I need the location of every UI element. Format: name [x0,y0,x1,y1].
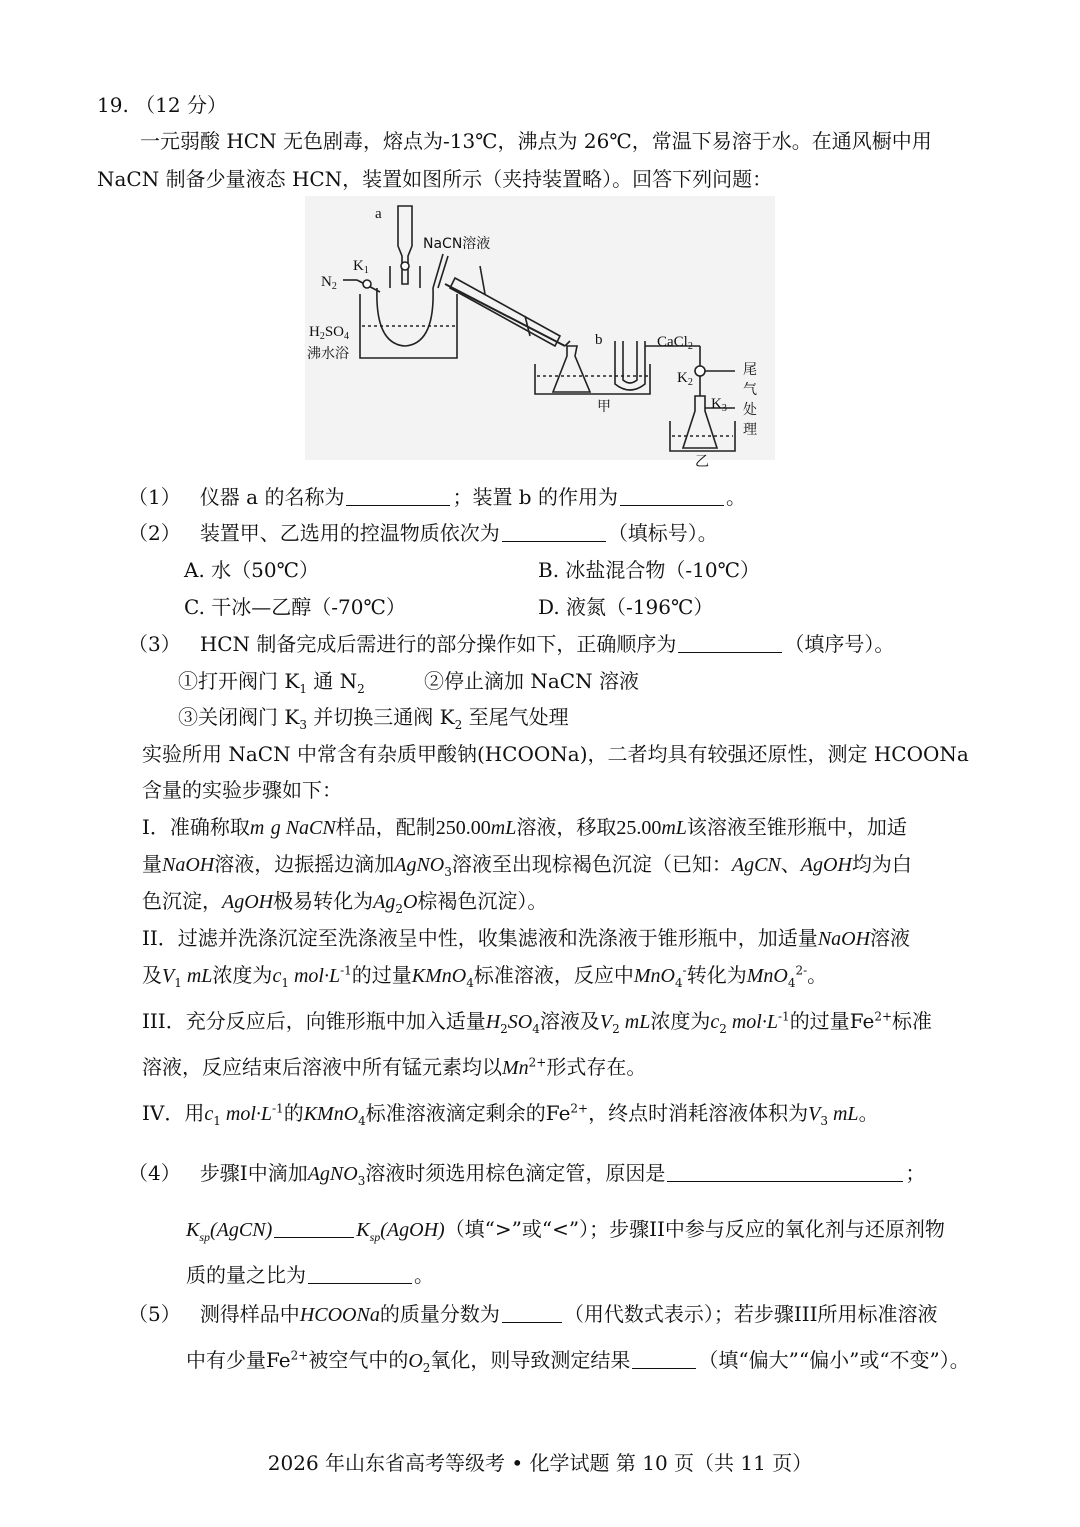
step3-line-1: III．充分反应后，向锥形瓶中加入适量$H_2SO_4$溶液及$V_2$ mL浓度为$c_2$ $mol\cdot L^{-1}$的过量$Fe^{2+}$标准 [142,1009,933,1036]
label-h2so4: $H_2SO_4$ [309,324,350,342]
label-tail-1: 尾 [743,362,757,378]
label-boiling-bath: 沸水浴 [307,346,349,362]
q4-blank-3[interactable] [308,1263,412,1284]
question-score: （12 分） [135,93,227,117]
q4-line-1: （4） 步骤I中滴加AgNO$_3$溶液时须选用棕色滴定管，原因是 ； [128,1161,926,1188]
step1-line-2: 量NaOH溶液，边振摇边滴加AgNO$_3$溶液至出现棕褐色沉淀（已知：AgCN、AgOH均为白 [142,852,912,879]
q2-text: 装置甲、乙选用的控温物质依次为 [199,521,500,545]
label-n2: $N_2$ [321,274,337,292]
label-tail-4: 理 [743,422,757,438]
q3-op1: ①打开阀门 $K_1$ 通 $N_2$ [178,669,365,696]
label-k2: $K_2$ [677,370,693,388]
q4-blank-1[interactable] [667,1161,903,1182]
q2-option-c: C. 干冰—乙醇（-70℃） [184,595,406,619]
intro-line-2: NaCN 制备少量液态 HCN，装置如图所示（夹持装置略）。回答下列问题： [97,167,773,191]
para-line-1: 实验所用 NaCN 中常含有杂质甲酸钠(HCOONa)，二者均具有较强还原性，测定 HCOONa [142,742,969,766]
q1-blank-1[interactable] [346,485,450,506]
step1-line-1: I．准确称取m g NaCN样品，配制250.00mL溶液，移取25.00mL该溶液至锥形瓶中，加适 [142,815,907,839]
label-yi: 乙 [695,454,709,470]
q2-number: （2） [128,521,181,545]
q1-blank-2[interactable] [620,485,724,506]
label-k3: $K_3$ [711,396,727,414]
step2-line-2: 及$V_1$ mL浓度为$c_1$ $mol\cdot L^{-1}$的过量KMnO$_4$标准溶液，反应中MnO$_4$-转化为MnO$_4^{2-}$。 [142,963,828,990]
label-nacn-solution: NaCN溶液 [423,236,491,252]
three-neck-flask [377,288,433,346]
q2-line [128,520,718,546]
label-k1: $K_1$ [353,258,369,276]
label-tail-3: 处 [743,402,757,418]
q1-number: （1） [128,485,181,509]
question-header [97,92,227,118]
label-tail-2: 气 [743,382,757,398]
label-cacl2: CaCl$_2$ [657,334,693,352]
q3-text: HCN 制备完成后需进行的部分操作如下，正确顺序为 [199,632,677,656]
q3-op2: ②停止滴加 NaCN 溶液 [424,669,639,693]
q3-number: （3） [128,632,181,656]
q1-end: 。 [725,485,746,509]
para-line-2: 含量的实验步骤如下： [142,778,342,802]
label-a: a [375,206,382,222]
q3-blank[interactable] [678,632,782,653]
step3-line-2: 溶液，反应结束后溶液中所有锰元素均以$Mn^{2+}$形式存在。 [142,1055,647,1079]
step2-line-1: II．过滤并洗涤沉淀至洗涤液呈中性，收集滤液和洗涤液于锥形瓶中，加适量NaOH溶液 [142,926,911,950]
q5-line-2: 中有少量$Fe^{2+}$被空气中的$O_2$氧化，则导致测定结果 （填“偏大”“偏小”或“不变”）。 [186,1348,970,1375]
intro-line-1: 一元弱酸 HCN 无色剧毒，熔点为-13℃，沸点为 26℃，常温下易溶于水。在通风橱中用 [140,129,932,153]
question-number: 19. [97,93,129,117]
q2-blank[interactable] [502,521,606,542]
q1-line [128,484,746,510]
apparatus-figure [305,196,775,470]
label-b: b [595,332,603,348]
q2-end: （填标号）。 [607,521,718,545]
apparatus-diagram [305,196,775,470]
q2-option-a: A. 水（50℃） [184,558,319,582]
step4-line: IV．用$c_1$ $mol\cdot L^{-1}$的KMnO$_4$标准溶液滴定剩余的$Fe^{2+}$，终点时消耗溶液体积为$V_3$ mL。 [142,1101,879,1128]
q1-text-a: 仪器 a 的名称为 [199,485,345,509]
q1-text-b: ；装置 b 的作用为 [452,485,618,509]
q2-option-d: D. 液氮（-196℃） [538,595,714,619]
q5-blank-2[interactable] [632,1348,696,1369]
q2-option-b: B. 冰盐混合物（-10℃） [538,558,760,582]
q3-end: （填序号）。 [784,632,895,656]
q3-line [128,631,894,657]
label-jia: 甲 [597,399,611,415]
q5-line-1: （5） 测得样品中HCOONa的质量分数为 （用代数式表示）；若步骤III所用标准溶液 [128,1302,938,1326]
q5-blank-1[interactable] [502,1302,562,1323]
receiving-flask [553,346,590,392]
q4-line-3: 质的量之比为 。 [186,1263,434,1287]
step1-line-3: 色沉淀，AgOH极易转化为$Ag_2O$棕褐色沉淀）。 [142,889,548,916]
q4-blank-2[interactable] [274,1217,354,1238]
q4-line-2: $K_{sp}(AgCN)$ $K_{sp}(AgOH)$（填“>”或“<”）；步骤II中参与反应的氧化剂与还原剂物 [186,1217,945,1244]
page-footer: 2026 年山东省高考等级考 • 化学试题 第 10 页（共 11 页） [267,1451,813,1475]
dropping-funnel [398,206,412,284]
q3-op3: ③关闭阀门 $K_3$ 并切换三通阀 $K_2$ 至尾气处理 [178,705,569,732]
